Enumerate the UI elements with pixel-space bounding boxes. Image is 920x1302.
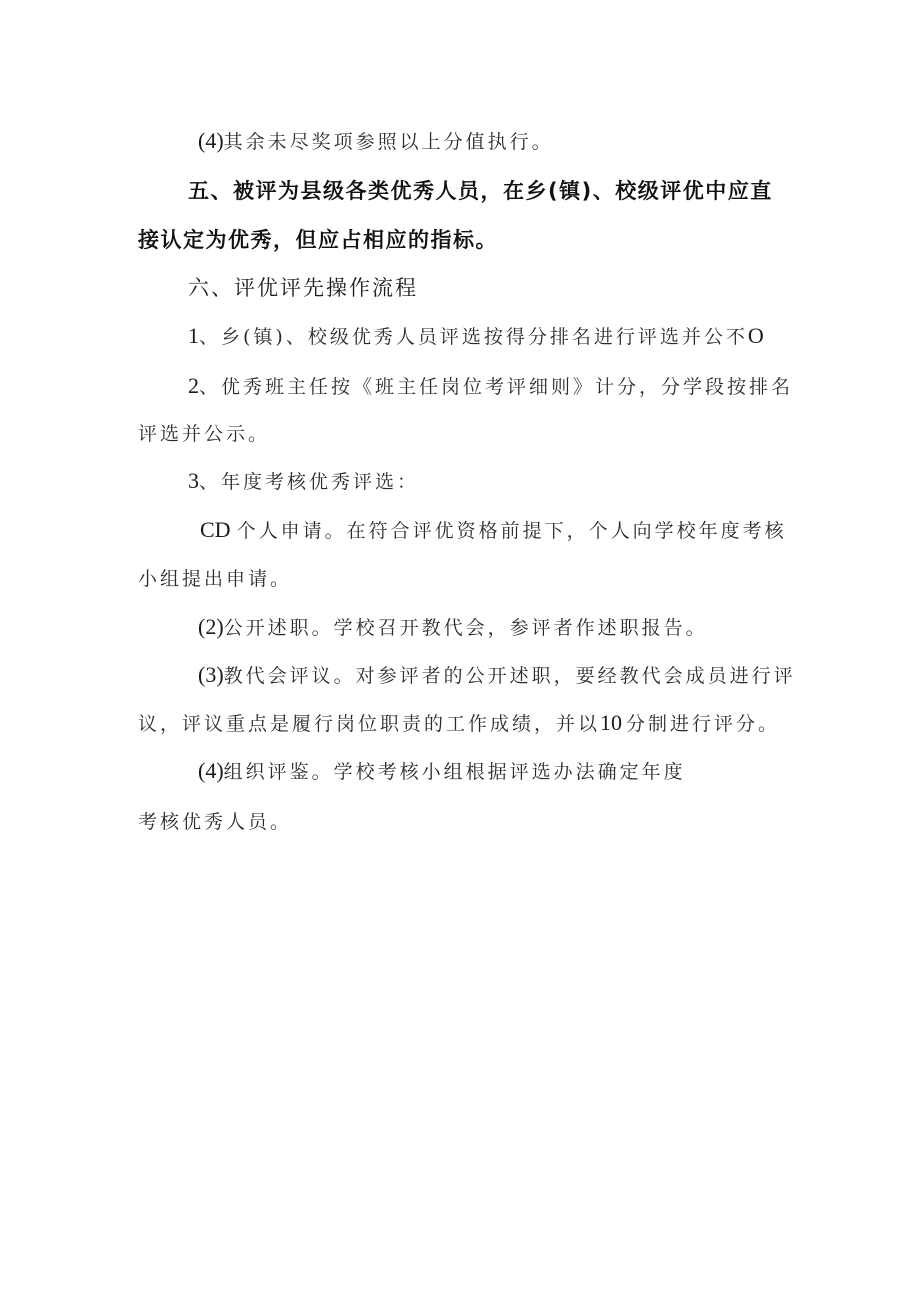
sub-item-text-a: 议，评议重点是履行岗位职责的工作成绩，并以 bbox=[138, 713, 601, 735]
sub-item-number: (3) bbox=[198, 662, 224, 687]
sub-item-number: (2) bbox=[198, 614, 224, 639]
section-5-line-2: 接认定为优秀，但应占相应的指标。 bbox=[138, 228, 498, 252]
sub-item-1-line-1 bbox=[200, 517, 787, 544]
sub-item-number: CD bbox=[200, 517, 231, 542]
sub-item-4-line-2: 考核优秀人员。 bbox=[138, 811, 293, 833]
step-2-line-2: 评选并公示。 bbox=[138, 423, 271, 445]
sub-item-3-line-1 bbox=[198, 662, 796, 689]
step-text: 、年度考核优秀评选： bbox=[199, 471, 420, 493]
item-4-remaining-awards bbox=[198, 128, 554, 155]
step-number: 3 bbox=[188, 468, 199, 493]
section-5-line-1: 五、被评为县级各类优秀人员，在乡(镇)、校级评优中应直 bbox=[188, 179, 773, 203]
item-number: (4) bbox=[198, 128, 224, 153]
sub-item-text: 组织评鉴。学校考核小组根据评选办法确定年度 bbox=[223, 761, 686, 783]
sub-item-number: (4) bbox=[198, 758, 224, 783]
sub-item-2 bbox=[198, 614, 708, 641]
step-text: 、乡(镇)、校级优秀人员评选按得分排名进行评选并公不 bbox=[199, 326, 748, 348]
item-text: 其余未尽奖项参照以上分值执行。 bbox=[223, 131, 554, 153]
sub-item-text-b: 分制进行评分。 bbox=[626, 713, 781, 735]
step-text: 、优秀班主任按《班主任岗位考评细则》计分，分学段按排名 bbox=[199, 376, 794, 398]
step-number: 1 bbox=[188, 323, 199, 348]
sub-item-text: 教代会评议。对参评者的公开述职，要经教代会成员进行评 bbox=[223, 665, 796, 687]
step-3 bbox=[188, 468, 419, 495]
sub-item-4-line-1 bbox=[198, 758, 686, 785]
section-6-heading: 六、评优评先操作流程 bbox=[188, 276, 418, 300]
sub-item-3-line-2 bbox=[138, 710, 780, 737]
sub-item-text: 个人申请。在符合评优资格前提下，个人向学校年度考核 bbox=[236, 520, 787, 542]
sub-item-score-number: 10 bbox=[600, 710, 623, 735]
sub-item-1-line-2: 小组提出申请。 bbox=[138, 568, 293, 590]
step-number: 2 bbox=[188, 373, 199, 398]
step-tail: O bbox=[747, 323, 764, 348]
step-2-line-1 bbox=[188, 373, 793, 400]
sub-item-text: 公开述职。学校召开教代会，参评者作述职报告。 bbox=[223, 617, 708, 639]
step-1 bbox=[188, 323, 764, 350]
